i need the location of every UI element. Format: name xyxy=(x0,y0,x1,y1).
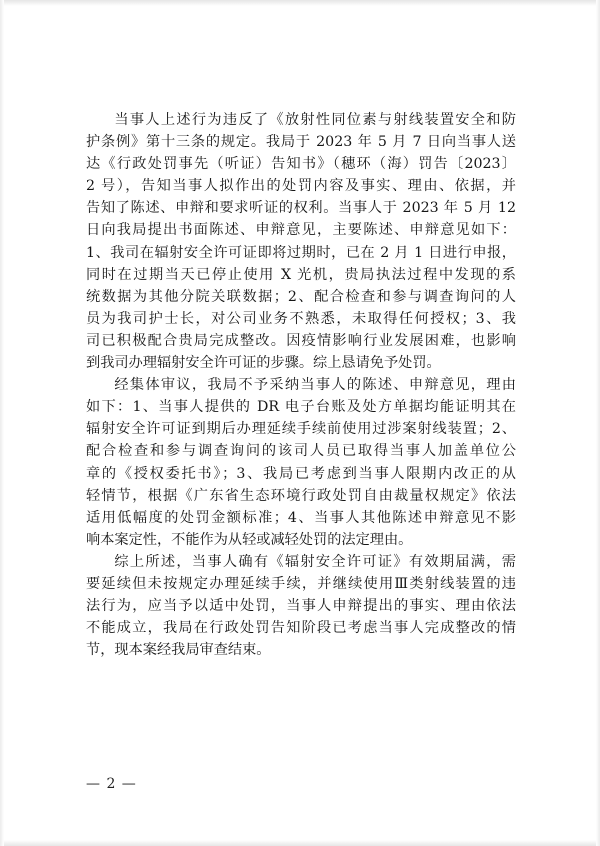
text-line: 法行为，应当予以适中处罚，当事人申辩提出的事实、理由依法 xyxy=(86,598,516,615)
text-line: 不能成立，我局在行政处罚告知阶段已考虑当事人完成整改的情 xyxy=(86,620,516,637)
text-line: 配合检查和参与调查询问的该司人员已取得当事人加盖单位公 xyxy=(86,443,516,460)
text-line: 同时在过期当天已停止使用 X 光机，贵局执法过程中发现的系 xyxy=(86,266,516,283)
document-body xyxy=(86,109,516,661)
text-line: 如下：1、当事人提供的 DR 电子台账及处方单据均能证明其在 xyxy=(86,399,516,416)
text-line: 日向我局提出书面陈述、申辩意见，主要陈述、申辩意见如下： xyxy=(86,222,516,239)
text-line: 要延续但未按规定办理延续手续，并继续使用Ⅲ类射线装置的违 xyxy=(86,575,516,592)
text-line: 1、我司在辐射安全许可证即将过期时，已在 2 月 1 日进行申报， xyxy=(86,244,516,261)
page-number: — 2 — xyxy=(86,776,137,792)
text-line: 轻情节，根据《广东省生态环境行政处罚自由裁量权规定》依法 xyxy=(86,487,516,504)
text-line: 2 号），告知当事人拟作出的处罚内容及事实、理由、依据，并 xyxy=(86,178,516,195)
text-line: 节，现本案经我局审查结束。 xyxy=(86,642,271,659)
text-line: 到我司办理辐射安全许可证的步骤。综上恳请免予处罚。 xyxy=(86,355,441,372)
text-line: 护条例》第十三条的规定。我局于 2023 年 5 月 7 日向当事人送 xyxy=(86,134,516,151)
page-shadow-top xyxy=(0,0,600,6)
text-line: 经集体审议，我局不予采纳当事人的陈述、申辩意见，理由 xyxy=(114,377,516,394)
text-line: 适用低幅度的处罚金额标准；4、当事人其他陈述申辩意见不影 xyxy=(86,509,516,526)
text-line: 章的《授权委托书》；3、我局已考虑到当事人限期内改正的从 xyxy=(86,465,516,482)
text-line: 当事人上述行为违反了《放射性同位素与射线装置安全和防 xyxy=(114,112,516,128)
paragraph-violation-and-statement xyxy=(86,109,516,374)
page-shadow-right xyxy=(596,0,600,846)
text-line: 辐射安全许可证到期后办理延续手续前使用过涉案射线装置；2、 xyxy=(86,421,516,438)
text-line: 综上所述，当事人确有《辐射安全许可证》有效期届满，需 xyxy=(114,553,516,570)
text-line: 员为我司护士长，对公司业务不熟悉，未取得任何授权；3、我 xyxy=(86,310,516,327)
text-line: 达《行政处罚事先（听证）告知书》（穗环（海）罚告〔2023〕 xyxy=(86,156,516,173)
paragraph-conclusion xyxy=(86,551,516,661)
text-line: 响本案定性，不能作为从轻或减轻处罚的法定理由。 xyxy=(86,531,413,548)
text-line: 统数据为其他分院关联数据；2、配合检查和参与调查询问的人 xyxy=(86,288,516,305)
paragraph-review-reasons xyxy=(86,374,516,551)
page-shadow-bottom xyxy=(0,840,600,846)
text-line: 告知了陈述、申辩和要求听证的权利。当事人于 2023 年 5 月 12 xyxy=(86,200,516,217)
text-line: 司已积极配合贵局完成整改。因疫情影响行业发展困难，也影响 xyxy=(86,332,516,349)
page-shadow-left xyxy=(0,0,4,846)
